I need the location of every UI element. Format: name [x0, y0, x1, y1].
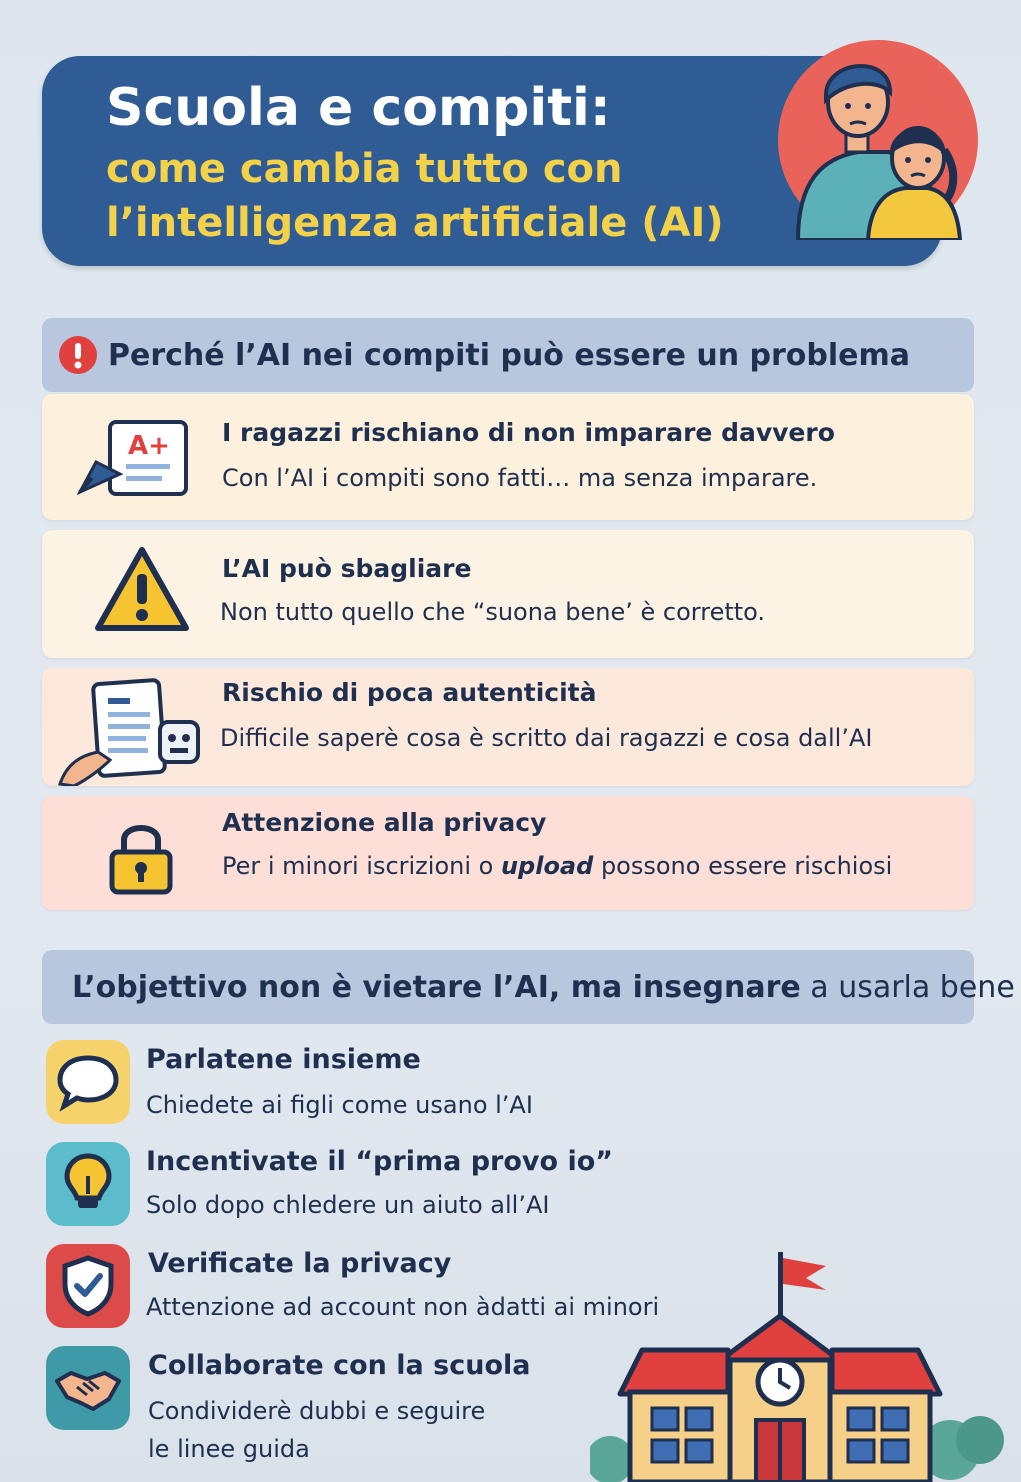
grade-paper-icon	[76, 416, 196, 502]
tip-desc-4-line-2: le linee guida	[148, 1435, 310, 1463]
title-line-3: l’intelligenza artificiale (AI)	[106, 200, 724, 246]
problem-title-1: I ragazzi rischiano di non imparare davvero	[222, 418, 835, 447]
tip-title-4: Collaborate con la scuola	[148, 1350, 531, 1381]
problem-card-2	[42, 530, 974, 658]
title-line-2: come cambia tutto con	[106, 146, 623, 192]
problem-desc-4: Per i minori iscrizioni o upload possono essere rischiosi	[222, 852, 893, 880]
handshake-icon	[53, 1363, 123, 1413]
speech-bubble-icon	[56, 1052, 120, 1112]
tip-icon-box-1	[46, 1040, 130, 1124]
tip-title-3: Verificate la privacy	[148, 1248, 452, 1279]
tip-icon-box-3	[46, 1244, 130, 1328]
grade-text: A+	[128, 431, 170, 461]
problems-heading-bar	[42, 318, 974, 392]
problem-desc-2: Non tutto quello che “suona bene’ è corretto.	[220, 598, 766, 626]
problem-card-1	[42, 394, 974, 520]
parent-child-illustration	[778, 40, 978, 240]
document-robot-icon	[56, 676, 206, 786]
school-building-illustration	[590, 1250, 1010, 1482]
tip-title-1: Parlatene insieme	[146, 1044, 421, 1075]
tip-icon-box-4	[46, 1346, 130, 1430]
problem-title-4: Attenzione alla privacy	[222, 808, 547, 837]
tip-desc-4-line-1: Condividerè dubbi e seguire	[148, 1397, 486, 1425]
problem-desc-3: Difficile saperè cosa è scritto dai ragazzi e cosa dall’AI	[220, 724, 873, 752]
warning-icon	[92, 544, 192, 636]
goal-heading-bar	[42, 950, 1015, 1024]
tip-desc-2: Solo dopo chledere un aiuto all’AI	[146, 1191, 550, 1219]
problem-card-4	[42, 796, 974, 910]
tip-desc-3: Attenzione ad account non àdatti ai minori	[146, 1293, 660, 1321]
tip-desc-1: Chiedete ai figli come usano l’AI	[146, 1091, 533, 1119]
goal-heading: L’objettivo non è vietare l’AI, ma insegnare a usarla bene	[72, 969, 1015, 1005]
problem-desc-1: Con l’AI i compiti sono fatti… ma senza imparare.	[222, 464, 818, 492]
tip-title-2: Incentivate il “prima provo io”	[146, 1146, 614, 1177]
problems-heading: Perché l’AI nei compiti può essere un problema	[108, 337, 911, 373]
title-line-1: Scuola e compiti:	[106, 78, 611, 138]
problem-title-2: L’AI può sbagliare	[222, 554, 472, 583]
lightbulb-icon	[63, 1152, 113, 1216]
problem-card-3	[42, 668, 974, 786]
tip-icon-box-2	[46, 1142, 130, 1226]
padlock-icon	[106, 818, 176, 898]
problem-title-3: Rischio di poca autenticità	[222, 678, 597, 707]
shield-check-icon	[61, 1254, 115, 1318]
exclamation-icon	[58, 335, 98, 375]
